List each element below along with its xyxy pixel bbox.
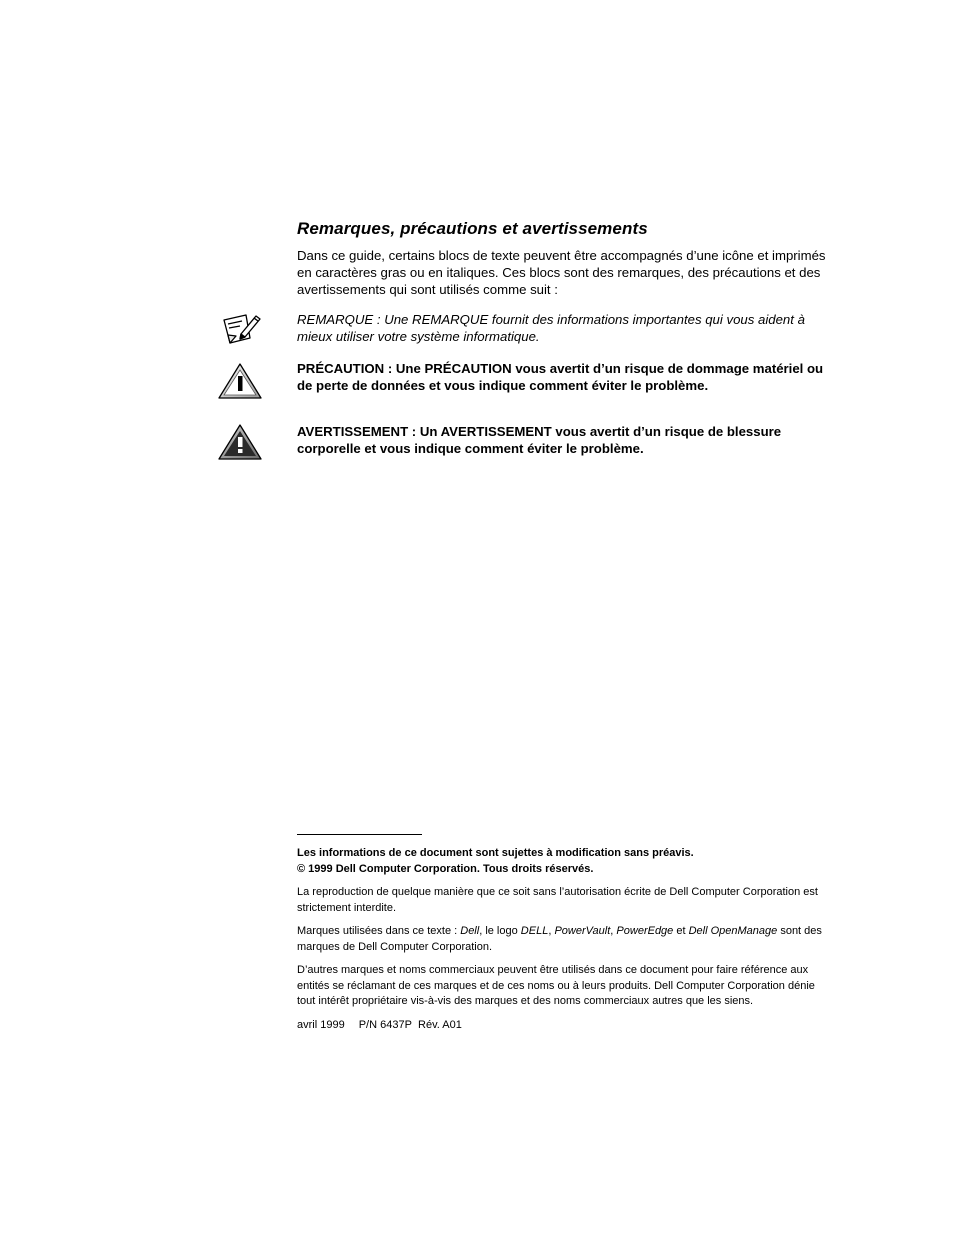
- copyright-line: © 1999 Dell Computer Corporation. Tous droits réservés.: [297, 862, 594, 875]
- part-number: P/N 6437P: [358, 1018, 412, 1031]
- caution-triangle-icon: [216, 361, 264, 401]
- publication-date: avril 1999: [297, 1018, 345, 1031]
- legal-notice: [297, 846, 832, 1041]
- reproduction-paragraph: La reproduction de quelque manière que ce soit sans l’autorisation écrite de Dell Computer Corporation est strictement interdite.: [297, 886, 818, 914]
- intro-paragraph: Dans ce guide, certains blocs de texte peuvent être accompagnés d’une icône et imprimés en caractères gras ou en italiques. Ces blocs sont des remarques, des précautions et des avertissements qui sont utilisés comme suit :: [297, 248, 826, 297]
- disclaimer-line-1: Les informations de ce document sont sujettes à modification sans préavis.: [297, 847, 694, 859]
- publication-info: [297, 1018, 832, 1034]
- note-text: REMARQUE : Une REMARQUE fournit des informations importantes qui vous aident à mieux utiliser votre système informatique.: [297, 312, 805, 344]
- note-pencil-icon: [216, 308, 264, 348]
- trademarks-paragraph: Marques utilisées dans ce texte : Dell, le logo DELL, PowerVault, PowerEdge et Dell OpenManage sont des marques de Dell Computer Corporation.: [297, 925, 822, 953]
- warning-triangle-icon: [216, 422, 264, 462]
- caution-text: PRÉCAUTION : Une PRÉCAUTION vous avertit d’un risque de dommage matériel ou de perte de données et vous indique comment éviter le problème.: [297, 361, 824, 393]
- revision: Rév. A01: [418, 1018, 462, 1031]
- disclaimer: [297, 846, 832, 877]
- page-title: Remarques, précautions et avertissements: [297, 219, 648, 238]
- footnote-rule: [297, 834, 422, 835]
- warning-text: AVERTISSEMENT : Un AVERTISSEMENT vous avertit d’un risque de blessure corporelle et vous indique comment éviter le problème.: [297, 424, 782, 456]
- other-marks-paragraph: D’autres marques et noms commerciaux peuvent être utilisés dans ce document pour faire référence aux entités se réclamant de ces marques et de ces noms ou à leurs produits. Dell Computer Corporation dénie tout intérêt propriétaire vis-à-vis des marques et des noms commerciaux autres que les siens.: [297, 964, 815, 1007]
